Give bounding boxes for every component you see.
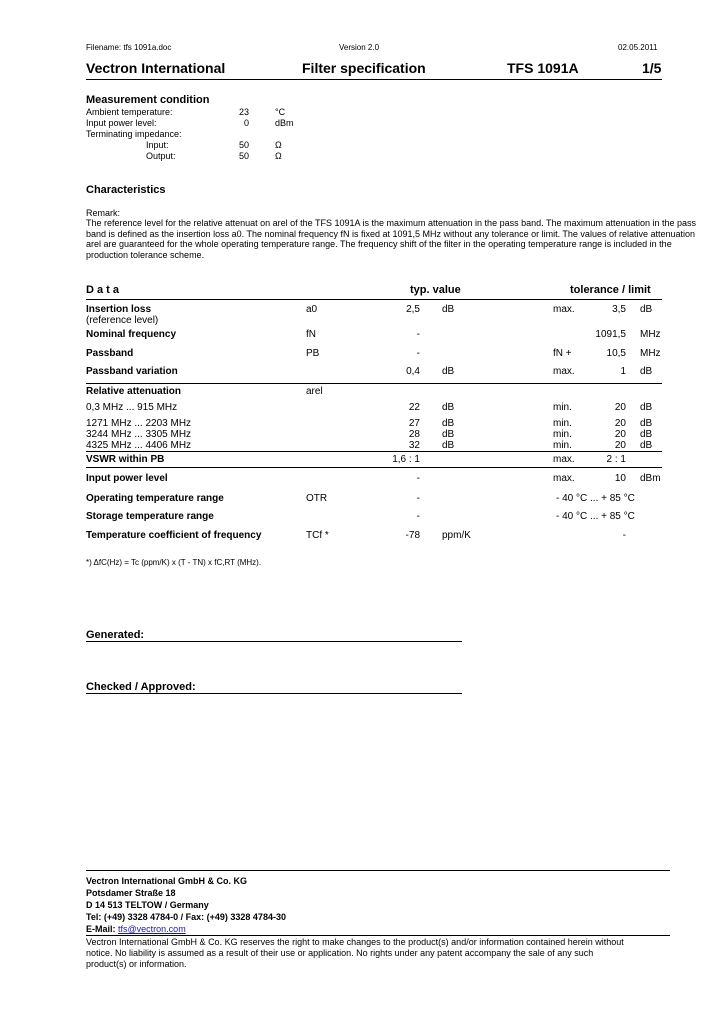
typ-unit-cell: dB [442,366,455,377]
tolerance-value-cell: 20 [614,418,626,429]
meas-label: Input: [146,140,169,150]
table-row [0,329,720,341]
company-name: Vectron International [86,60,226,76]
table-row [0,511,720,523]
tolerance-unit-cell: MHz [640,329,661,340]
typ-value-cell: 32 [408,440,420,451]
footer-divider [86,870,670,871]
table-row [0,530,720,542]
typ-value-cell: -78 [405,530,420,541]
typ-unit-cell: dB [442,304,455,315]
param-cell: Operating temperature range [86,493,224,504]
meas-label: Output: [146,151,176,161]
symbol-cell: OTR [306,493,328,504]
symbol-cell: PB [306,348,320,359]
tolerance-unit-cell: dB [640,402,653,413]
footnote: *) ΔfC(Hz) = Tc (ppm/K) x (T - TN) x fC,RT (MHz). [86,558,262,567]
typ-value-cell: - [416,329,420,340]
typ-unit-cell: dB [442,429,455,440]
typ-unit-cell: dB [442,418,455,429]
tolerance-qualifier-cell: max. [553,304,575,315]
meas-label: Input power level: [86,118,157,128]
table-row [0,366,720,378]
meas-unit: Ω [275,151,282,161]
meas-value: 50 [238,140,249,150]
tolerance-value-cell: - 40 °C ... + 85 °C [556,493,635,504]
meas-value: 0 [243,118,249,128]
checked-label: Checked / Approved: [86,681,196,693]
remark-line: The reference level for the relative attenuat on arel of the TFS 1091A is the maximum attenuation in the pass band. The maximum attenuation in the pass [86,218,697,228]
typ-unit-cell: ppm/K [442,530,471,541]
typ-value-header: typ. value [410,284,461,296]
param-cell: Storage temperature range [86,511,214,522]
version: Version 2.0 [339,43,380,52]
tolerance-unit-cell: MHz [640,348,661,359]
tolerance-qualifier-cell: min. [553,418,572,429]
typ-value-cell: 28 [408,429,420,440]
typ-value-cell: - [416,473,420,484]
tolerance-value-cell: 20 [614,440,626,451]
tolerance-value-cell: 10,5 [606,348,626,359]
table-row [0,473,720,485]
tolerance-unit-cell: dB [640,366,653,377]
tolerance-unit-cell: dB [640,304,653,315]
tolerance-qualifier-cell: max. [553,473,575,484]
table-row [0,386,720,398]
disclaimer-line: product(s) or information. [86,959,187,969]
tolerance-header: tolerance / limit [570,284,651,296]
param-cell: Input power level [86,473,168,484]
tolerance-qualifier-cell: min. [553,440,572,451]
tolerance-unit-cell: dB [640,429,653,440]
meas-unit: °C [275,107,286,117]
tolerance-qualifier-cell: max. [553,454,575,465]
data-title: D a t a [86,284,120,296]
table-row [0,493,720,505]
generated-label: Generated: [86,629,145,641]
symbol-cell: a0 [306,304,318,315]
tolerance-value-cell: 20 [614,402,626,413]
tolerance-value-cell: 10 [614,473,626,484]
symbol-cell: TCf * [306,530,329,541]
typ-value-cell: 22 [408,402,420,413]
param-cell: VSWR within PB [86,454,165,465]
param-cell: 0,3 MHz ... 915 MHz [86,402,178,413]
row-divider [86,451,662,452]
tolerance-value-cell: 1091,5 [595,329,626,340]
part-number: TFS 1091A [507,60,579,76]
meas-label: Terminating impedance: [86,129,182,139]
typ-value-cell: - [416,493,420,504]
tolerance-value-cell: 20 [614,429,626,440]
meas-label: Ambient temperature: [86,107,173,117]
row-divider [86,383,662,384]
tolerance-qualifier-cell: min. [553,429,572,440]
filename: Filename: tfs 1091a.doc [86,43,172,52]
tolerance-qualifier-cell: min. [553,402,572,413]
typ-unit-cell: dB [442,440,455,451]
table-row [0,315,720,327]
param-cell: (reference level) [86,315,159,326]
footer-divider-2 [86,935,670,936]
doc-type: Filter specification [302,60,426,76]
typ-value-cell: - [416,511,420,522]
page-number: 1/5 [642,60,662,76]
header-divider [86,79,662,80]
meas-value: 23 [238,107,249,117]
meas-value: 50 [238,151,249,161]
param-cell: Passband [86,348,134,359]
email-link[interactable]: tfs@vectron.com [118,924,186,934]
remark-line: band is defined as the insertion loss a0. The nominal frequency fN is fixed at 1091,5 MHz without any tolerance or limit. The values of relative attenuation [86,228,696,239]
tolerance-value-cell: 1 [620,366,626,377]
typ-value-cell: 1,6 : 1 [392,454,420,465]
symbol-cell: arel [306,386,323,397]
remark-line: arel are guaranteed for the whole operating temperature range. The frequency shift of the filter in the operating temperature range is included in the [86,239,672,249]
param-cell: 1271 MHz ... 2203 MHz [86,418,192,429]
tolerance-value-cell: 2 : 1 [606,454,626,465]
tolerance-unit-cell: dB [640,418,653,429]
table-row [0,348,720,360]
param-cell: Nominal frequency [86,329,177,340]
meas-unit: dBm [275,118,294,128]
tolerance-value-cell: - 40 °C ... + 85 °C [556,511,635,522]
param-cell: 3244 MHz ... 3305 MHz [86,429,192,440]
param-cell: Passband variation [86,366,178,377]
row-divider [86,467,662,468]
email-label: E-Mail: [86,924,116,934]
typ-value-cell: - [416,348,420,359]
disclaimer-line: Vectron International GmbH & Co. KG reserves the right to make changes to the product(s) and/or information contained herein without [86,937,624,947]
table-row [0,402,720,414]
table-row [0,454,720,466]
footer-phone: Tel: (+49) 3328 4784-0 / Fax: (+49) 3328 4784-30 [86,912,286,922]
typ-value-cell: 0,4 [406,366,420,377]
remark-line: production tolerance scheme. [86,249,205,260]
footer-email-row [86,924,186,934]
tolerance-unit-cell: dBm [640,473,661,484]
param-cell: Insertion loss [86,304,152,315]
tolerance-unit-cell: dB [640,440,653,451]
date: 02.05.2011 [618,43,658,52]
typ-unit-cell: dB [442,402,455,413]
footer-street: Potsdamer Straße 18 [86,888,176,898]
generated-signature-line [86,641,462,642]
tolerance-qualifier-cell: max. [553,366,575,377]
param-cell: 4325 MHz ... 4406 MHz [86,440,192,451]
disclaimer-line: notice. No liability is assumed as a result of their use or application. No rights under any patent accompany the sale of any such [86,948,594,958]
typ-value-cell: 27 [408,418,420,429]
remark-label: Remark: [86,208,121,218]
checked-signature-line [86,693,462,694]
measurement-title: Measurement condition [86,94,210,106]
tolerance-value-cell: 3,5 [612,304,626,315]
table-header-divider [86,299,662,300]
param-cell: Relative attenuation [86,386,182,397]
tolerance-value-cell: - [622,530,626,541]
param-cell: Temperature coefficient of frequency [86,530,262,541]
typ-value-cell: 2,5 [406,304,420,315]
symbol-cell: fN [306,329,316,340]
tolerance-qualifier-cell: fN + [553,348,572,359]
meas-unit: Ω [275,140,282,150]
footer-city: D 14 513 TELTOW / Germany [86,900,209,910]
footer-company: Vectron International GmbH & Co. KG [86,876,248,886]
characteristics-title: Characteristics [86,184,166,196]
